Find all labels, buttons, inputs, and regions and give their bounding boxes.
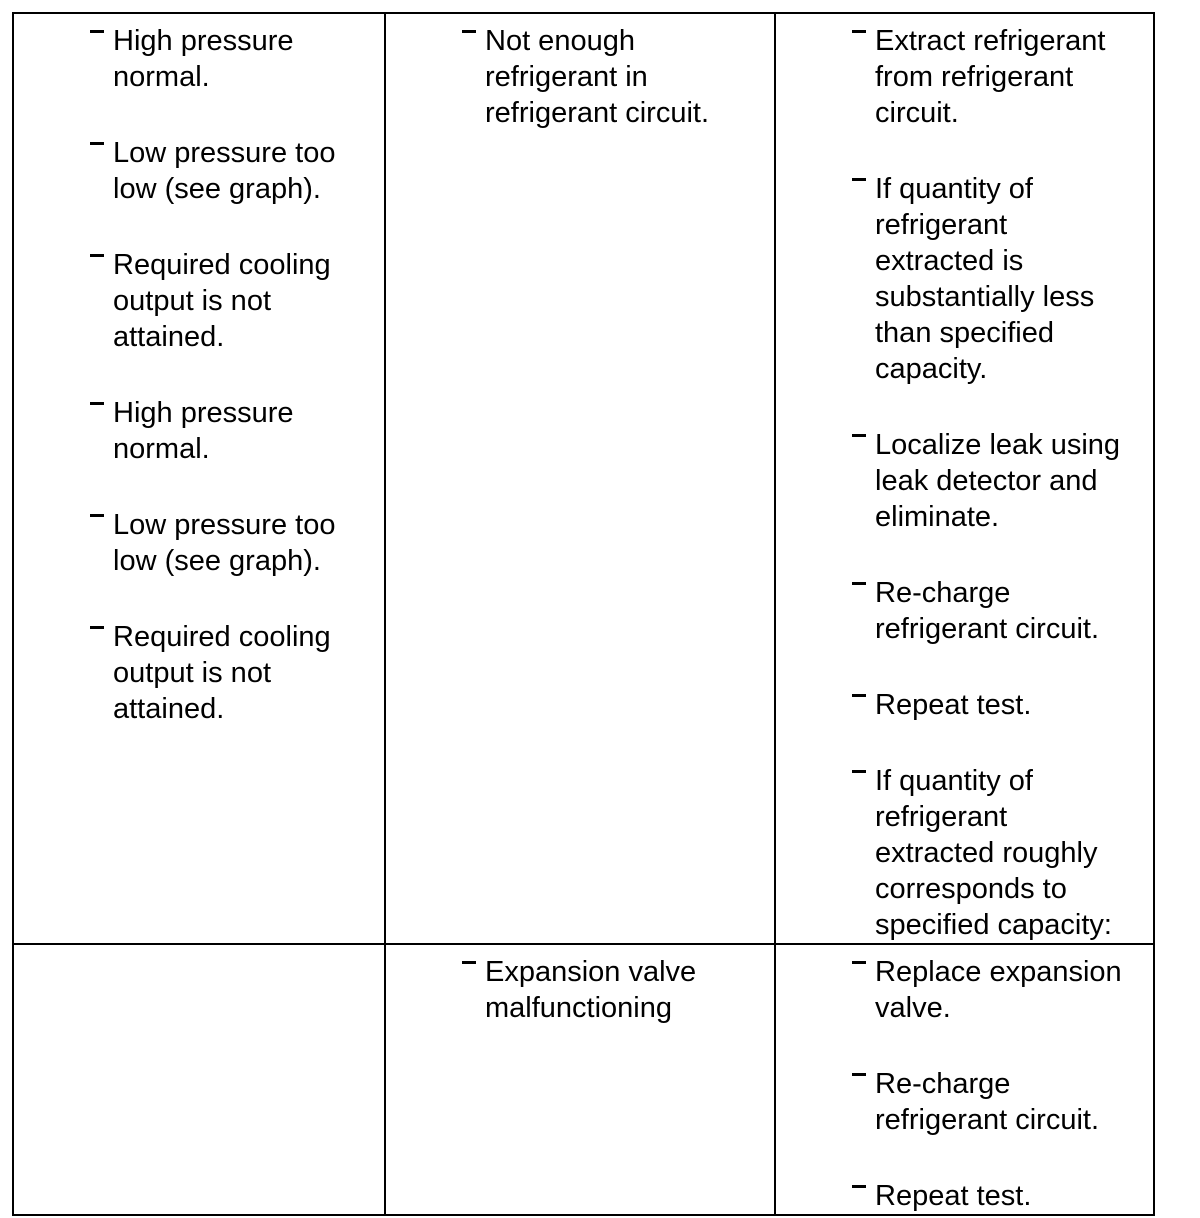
item-text: Expansion valve malfunctioning [485, 956, 697, 1024]
remedy-list [776, 945, 1153, 1214]
list-item [852, 575, 1153, 647]
cause-cell [385, 13, 775, 944]
list-item [852, 171, 1153, 387]
dash-bullet-icon [852, 434, 866, 437]
item-text: If quantity of refrigerant extracted is substantially less than specified capacity. [875, 173, 1095, 385]
item-text: Re-charge refrigerant circuit. [875, 577, 1100, 645]
remedy-cell [775, 13, 1154, 944]
dash-bullet-icon [462, 30, 476, 33]
cause-list [386, 14, 774, 131]
remedy-list [776, 14, 1153, 943]
item-text: Not enough refrigerant in refrigerant circuit. [485, 25, 710, 129]
list-item [852, 427, 1153, 535]
list-item [852, 763, 1153, 943]
dash-bullet-icon [852, 770, 866, 773]
list-item [852, 687, 1153, 723]
cause-cell [385, 944, 775, 1215]
dash-bullet-icon [90, 254, 104, 257]
item-text: Required cooling output is not attained. [113, 249, 331, 353]
item-text: High pressure normal. [113, 25, 294, 93]
list-item [462, 23, 774, 131]
table-row [13, 944, 1154, 1215]
item-text: Low pressure too low (see graph). [113, 509, 336, 577]
table-row [13, 13, 1154, 944]
list-item [90, 395, 384, 467]
symptom-list [14, 14, 384, 727]
dash-bullet-icon [852, 30, 866, 33]
list-item [852, 23, 1153, 131]
dash-bullet-icon [852, 582, 866, 585]
remedy-cell [775, 944, 1154, 1215]
dash-bullet-icon [852, 178, 866, 181]
list-item [90, 23, 384, 95]
item-text: If quantity of refrigerant extracted roughly corresponds to specified capacity: [875, 765, 1112, 941]
item-text: Replace expansion valve. [875, 956, 1122, 1024]
symptom-cell [13, 944, 385, 1215]
item-text: Required cooling output is not attained. [113, 621, 331, 725]
dash-bullet-icon [462, 961, 476, 964]
list-item [90, 507, 384, 579]
list-item [90, 247, 384, 355]
dash-bullet-icon [90, 626, 104, 629]
dash-bullet-icon [852, 694, 866, 697]
list-item [462, 954, 774, 1026]
dash-bullet-icon [852, 961, 866, 964]
list-item [90, 135, 384, 207]
symptom-list [14, 945, 384, 954]
item-text: Low pressure too low (see graph). [113, 137, 336, 205]
dash-bullet-icon [90, 142, 104, 145]
cause-list [386, 945, 774, 1026]
dash-bullet-icon [90, 30, 104, 33]
item-text: High pressure normal. [113, 397, 294, 465]
item-text: Localize leak using leak detector and eliminate. [875, 429, 1121, 533]
dash-bullet-icon [90, 514, 104, 517]
list-item [852, 1178, 1153, 1214]
symptom-cell [13, 13, 385, 944]
list-item [90, 619, 384, 727]
item-text: Repeat test. [875, 1180, 1032, 1212]
dash-bullet-icon [852, 1185, 866, 1188]
item-text: Extract refrigerant from refrigerant circuit. [875, 25, 1106, 129]
dash-bullet-icon [852, 1073, 866, 1076]
list-item [852, 1066, 1153, 1138]
list-item [852, 954, 1153, 1026]
diagnosis-table [12, 12, 1155, 1216]
item-text: Repeat test. [875, 689, 1032, 721]
dash-bullet-icon [90, 402, 104, 405]
item-text: Re-charge refrigerant circuit. [875, 1068, 1100, 1136]
